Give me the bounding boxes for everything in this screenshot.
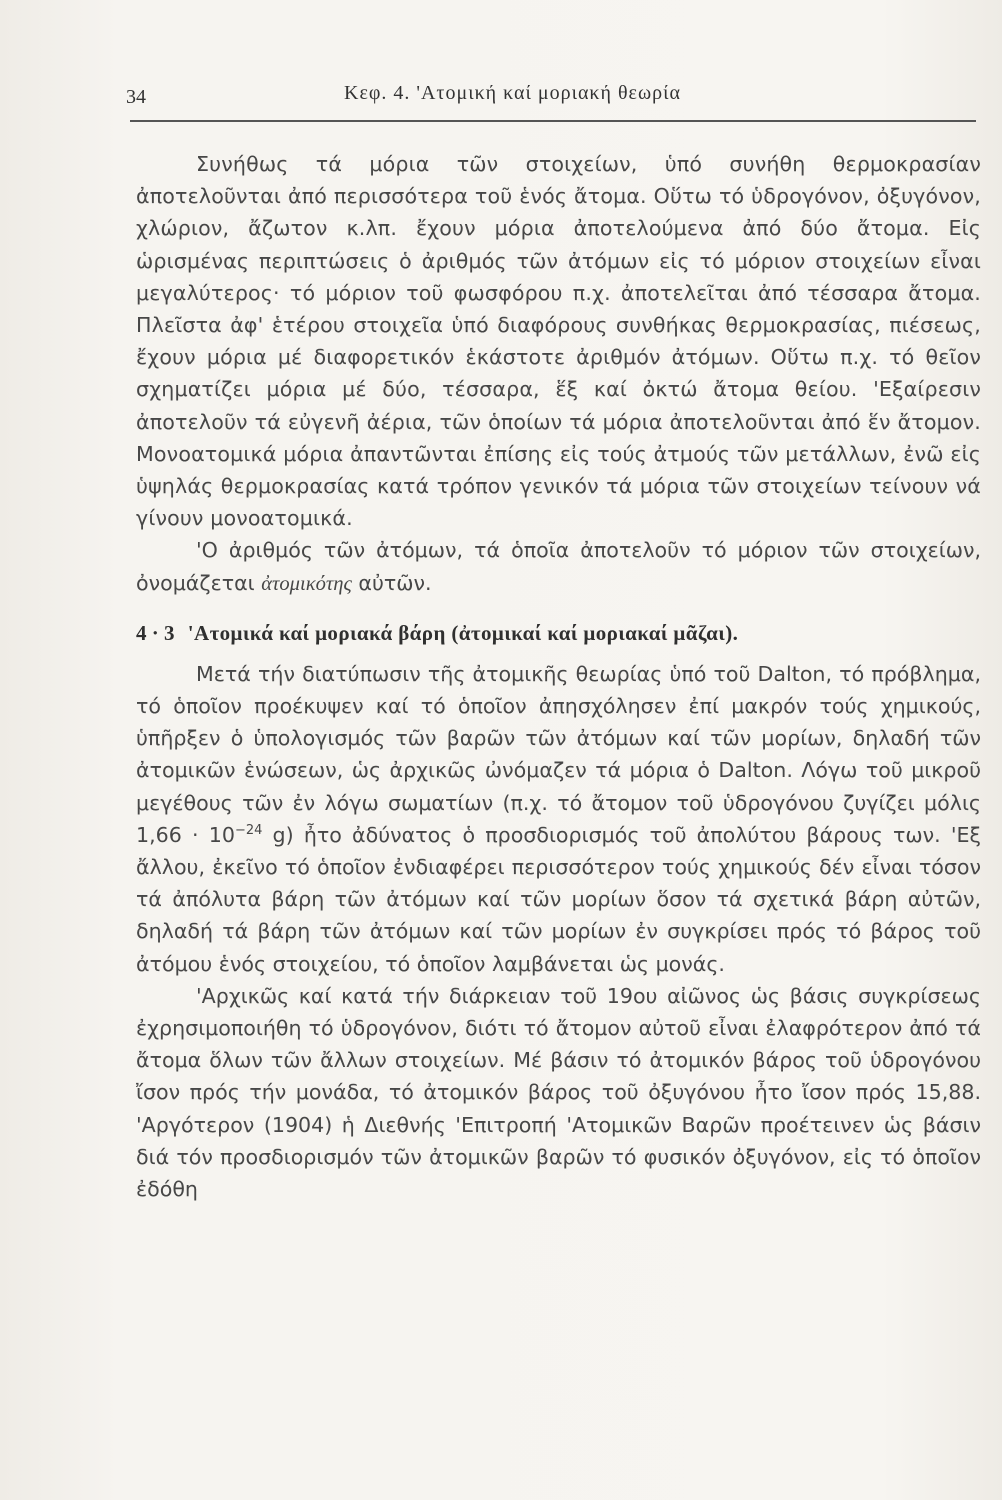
atomicity-definition-text: 'Ο ἀριθμός τῶν ἀτόμων, τά ὁποῖα ἀποτελοῦν τό μόριον τῶν στοιχείων, ὀνομάζεται [136, 538, 981, 595]
exponent: −24 [234, 823, 263, 838]
paragraph-atomicity-definition [136, 534, 981, 599]
paragraph-molecule-composition: Συνήθως τά μόρια τῶν στοιχείων, ὑπό συνήθη θερμοκρασίαν ἀποτελοῦνται ἀπό περισσότερα τοῦ ἑνός ἄτομα. Οὕτω τό ὑδρογόνον, ὀξυγόνον, χλώριον, ἄζωτον κ.λπ. ἔχουν μόρια ἀποτελούμενα ἀπό δύο ἄτομα. Εἰς ὡρισμένας περιπτώσεις ὁ ἀριθμός τῶν ἀτόμων εἰς τό μόριον στοιχείων εἶναι μεγαλύτερος· τό μόριον τοῦ φωσφόρου π.χ. ἀποτελεῖται ἀπό τέσσαρα ἄτομα. Πλεῖστα ἀφ' ἑτέρου στοιχεῖα ὑπό διαφόρους συνθήκας θερμοκρασίας, πιέσεως, ἔχουν μόρια μέ διαφορετικόν ἑκάστοτε ἀριθμόν ἀτόμων. Οὕτω π.χ. τό θεῖον σχηματίζει μόρια μέ δύο, τέσσαρα, ἕξ καί ὀκτώ ἄτομα θείου. 'Εξαίρεσιν ἀποτελοῦν τά εὐγενῆ ἀέρια, τῶν ὁποίων τά μόρια ἀποτελοῦνται ἀπό ἕν ἄτομον. Μονοατομικά μόρια ἀπαντῶνται ἐπίσης εἰς τούς ἀτμούς τῶν μετάλλων, ἐνῶ εἰς ὑψηλάς θερμοκρασίας κατά τρόπον γενικόν τά μόρια τῶν στοιχείων τείνουν νά γίνουν μονοατομικά. [136, 152, 981, 531]
atomic-weights-text-start: Μετά τήν διατύπωσιν τῆς ἀτομικῆς θεωρίας ὑπό τοῦ Dalton, τό πρόβλημα, τό ὁποῖον προέκυψεν καί τό ὁποῖον ἀπησχόλησεν ἐπί μακρόν τούς χημικούς, ὑπῆρξεν ὁ ὑπολογισμός τῶν βαρῶν τῶν ἀτόμων καί τῶν μορίων, δηλαδή τῶν ἀτομικῶν ἑνώσεων, ὡς ἀρχικῶς ὠνόμαζεν τά μόρια ὁ Dalton. Λόγω τοῦ μικροῦ μεγέθους τῶν ἐν λόγω σωματίων (π.χ. τό ἄτομον τοῦ ὑδρογόνου ζυγίζει μόλις 1,66 · 10 [136, 661, 981, 847]
header-rule [130, 120, 976, 122]
page-number: 34 [126, 86, 146, 108]
section-title: 'Ατομικά καί μοριακά βάρη (ἀτομικαί καί μοριακαί μᾶζαι). [187, 620, 739, 645]
paragraph-atomic-weights-problem [136, 658, 981, 980]
paragraph-hydrogen-reference: 'Αρχικῶς καί κατά τήν διάρκειαν τοῦ 19ου αἰῶνος ὡς βάσις συγκρίσεως ἐχρησιμοποιήθη τό ὑδρογόνον, διότι τό ἄτομον αὐτοῦ εἶναι ἐλαφρότερον ἀπό τά ἄτομα ὅλων τῶν ἄλλων στοιχείων. Μέ βάσιν τό ἀτομικόν βάρος τοῦ ὑδρογόνου ἴσον πρός τήν μονάδα, τό ἀτομικόν βάρος τοῦ ὀξυγόνου ἦτο ἴσον πρός 15,88. 'Αργότερον (1904) ἡ Διεθνής 'Επιτροπή 'Ατομικῶν Βαρῶν προέτεινεν ὡς βάσιν διά τόν προσδιορισμόν τῶν ἀτομικῶν βαρῶν τό φυσικόν ὀξυγόνον, εἰς τό ὁποῖον ἐδόθη [136, 983, 981, 1202]
section-number: 4 · 3 [136, 620, 175, 645]
atomicity-definition-tail: αὐτῶν. [358, 570, 432, 595]
running-title: Κεφ. 4. 'Ατομική καί μοριακή θεωρία [344, 82, 681, 104]
atomic-weights-text-end: g) ἦτο ἀδύνατος ὁ προσδιορισμός τοῦ ἀπολύτου βάρους των. 'Εξ ἄλλου, ἐκεῖνο τό ὁποῖον ἐνδιαφέρει περισσότερον τούς χημικούς δέν εἶναι τόσον τά ἀπόλυτα βάρη τῶν ἀτόμων καί τῶν μορίων ὅσον τά σχετικά βάρη αὐτῶν, δηλαδή τά βάρη τῶν ἀτόμων καί τῶν μορίων ἐν συγκρίσει πρός τό βάρος τοῦ ἀτόμου ἑνός στοιχείου, τό ὁποῖον λαμβάνεται ὡς μονάς. [136, 822, 982, 976]
section-heading [136, 618, 981, 648]
atomicity-term: ἀτομικότης [261, 572, 352, 595]
body-text [136, 148, 981, 1205]
running-head [120, 78, 980, 112]
